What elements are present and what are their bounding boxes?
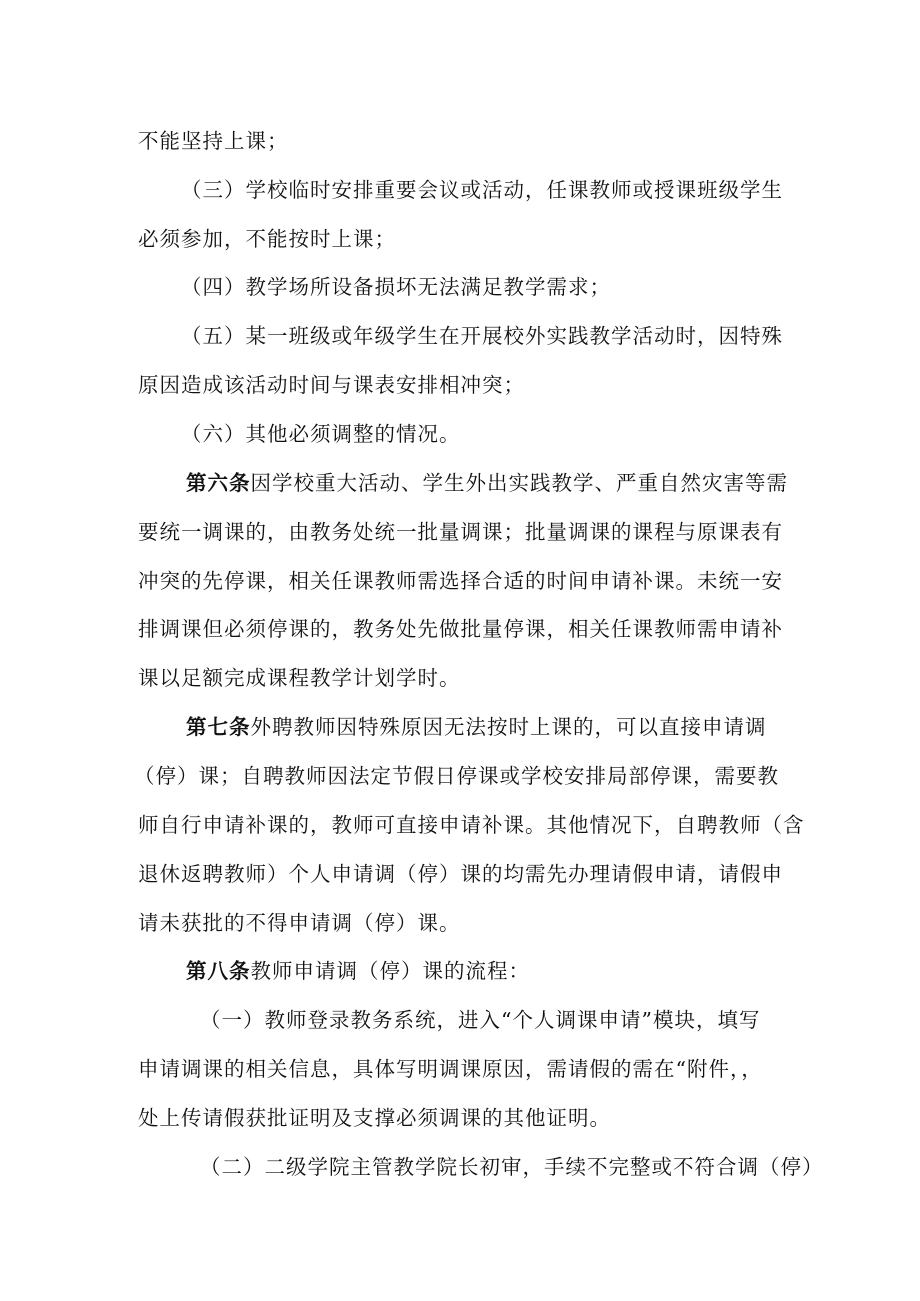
paragraph-line: 处上传请假获批证明及支撑必须调课的其他证明。	[138, 1106, 611, 1130]
paragraph-line: 外聘教师因特殊原因无法按时上课的，可以直接申请调	[250, 715, 767, 739]
paragraph-line: 冲突的先停课，相关任课教师需选择合适的时间申请补课。未统一安	[138, 569, 783, 593]
paragraph-line: 必须参加，不能按时上课；	[138, 227, 396, 251]
paragraph-line: 课以足额完成课程教学计划学时。	[138, 666, 461, 690]
paragraph-line: 申请调课的相关信息，具体写明调课原因，需请假的需在“附件，，	[138, 1057, 763, 1081]
paragraph-line: （停）课；自聘教师因法定节假日停课或学校安排局部停课，需要教	[134, 764, 779, 788]
paragraph-line: 排调课但必须停课的，教务处先做批量停课，相关任课教师需申请补	[138, 617, 783, 641]
paragraph-line: （四）教学场所设备损坏无法满足教学需求；	[181, 275, 611, 299]
article-7-first-line	[186, 713, 767, 741]
paragraph-line: （五）某一班级或年级学生在开展校外实践教学活动时，因特殊	[181, 324, 783, 348]
paragraph-line: （三）学校临时安排重要会议或活动，任课教师或授课班级学生	[181, 178, 783, 202]
paragraph-line: 师自行申请补课的，教师可直接申请补课。其他情况下，自聘教师（含	[138, 813, 805, 837]
paragraph-line: （二）二级学院主管教学院长初审，手续不完整或不符合调（停）	[200, 1155, 824, 1179]
paragraph-line: 教师申请调（停）课的流程：	[250, 959, 530, 983]
paragraph-line: 退休返聘教师）个人申请调（停）课的均需先办理请假申请，请假申	[138, 862, 783, 886]
article-heading: 第八条	[186, 959, 251, 983]
paragraph-line: （一）教师登录教务系统，进入“个人调课申请”模块，填写	[200, 1008, 761, 1032]
article-8-first-line	[186, 957, 530, 985]
paragraph-line: 不能坚持上课；	[138, 129, 289, 153]
article-heading: 第七条	[186, 715, 251, 739]
article-heading: 第六条	[186, 471, 251, 495]
paragraph-line: （六）其他必须调整的情况。	[181, 422, 461, 446]
paragraph-line: 原因造成该活动时间与课表安排相冲突；	[138, 373, 525, 397]
paragraph-line: 请未获批的不得申请调（停）课。	[138, 911, 461, 935]
article-6-first-line	[186, 469, 788, 497]
paragraph-line: 要统一调课的，由教务处统一批量调课；批量调课的课程与原课表有	[138, 520, 783, 544]
paragraph-line: 因学校重大活动、学生外出实践教学、严重自然灾害等需	[250, 471, 788, 495]
